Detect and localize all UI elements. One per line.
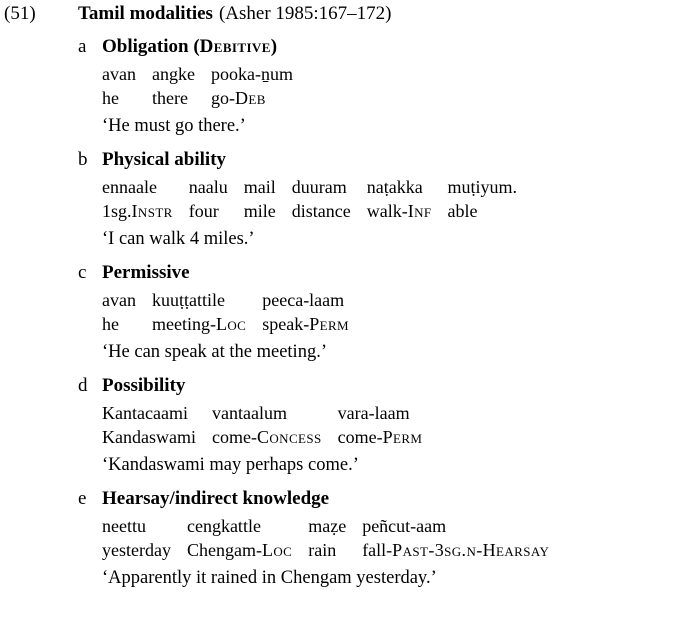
object-word: avan — [102, 64, 136, 84]
object-word: peñcut-aam — [362, 516, 447, 536]
sub-label-a-tail: ) — [270, 36, 278, 57]
example-source: (Asher 1985:167–172) — [218, 3, 392, 24]
translation-d: ‘Kandaswami may perhaps come.’ — [102, 455, 359, 475]
translation-c: ‘He can speak at the meeting.’ — [102, 342, 327, 362]
object-word: pooka-ṉum — [210, 64, 293, 84]
gloss-line-a — [102, 86, 309, 111]
object-word: muṭiyum. — [447, 177, 518, 197]
gloss-plain: distance — [291, 201, 351, 221]
sub-body-d — [102, 374, 699, 478]
gloss-plain: mile — [243, 201, 276, 221]
gloss-plain: Kandaswami — [102, 427, 196, 447]
gloss-word — [292, 199, 367, 224]
gloss-word — [102, 199, 189, 224]
sub-example-e — [0, 487, 699, 591]
gloss-word — [367, 199, 448, 224]
sub-body-c — [102, 261, 699, 365]
sub-letter-b: b — [78, 149, 88, 170]
object-word: duuram — [291, 177, 347, 197]
translation-e: ‘Apparently it rained in Chengam yesterday.’ — [102, 568, 437, 588]
gloss-plain: walk- — [366, 201, 408, 221]
translation-b: ‘I can walk 4 miles.’ — [102, 229, 255, 249]
sub-example-a — [0, 35, 699, 139]
gloss-table-c — [102, 288, 365, 337]
object-word: mail — [243, 177, 276, 197]
example-number: (51) — [4, 3, 36, 24]
gloss-line-d — [102, 425, 438, 450]
gloss-plain: rain — [308, 540, 337, 560]
gloss-smallcaps: Perm — [309, 314, 350, 334]
sub-body-e — [102, 487, 699, 591]
sub-example-c — [0, 261, 699, 365]
gloss-smallcaps: Loc — [261, 540, 293, 560]
gloss-plain: meeting- — [151, 314, 216, 334]
gloss-plain: he — [102, 314, 119, 334]
object-line-a — [102, 62, 309, 86]
gloss-word — [152, 86, 211, 111]
object-line-c — [102, 288, 365, 312]
object-word: maẓe — [308, 516, 347, 536]
translation-a: ‘He must go there.’ — [102, 116, 246, 136]
gloss-table-b — [102, 175, 533, 224]
gloss-word — [244, 199, 292, 224]
gloss-smallcaps: Loc — [215, 314, 247, 334]
object-word: vantaalum — [211, 403, 287, 423]
gloss-smallcaps: Inf — [407, 201, 432, 221]
object-word: neettu — [102, 516, 146, 536]
gloss-word — [262, 312, 365, 337]
gloss-word — [448, 199, 534, 224]
sub-letter-c: c — [78, 262, 87, 283]
object-word: cengkattle — [186, 516, 261, 536]
object-line-d — [102, 401, 438, 425]
sub-label-b — [102, 148, 699, 172]
gloss-word — [338, 425, 439, 450]
gloss-word — [152, 312, 262, 337]
gloss-line-b — [102, 199, 533, 224]
object-word: avan — [102, 290, 136, 310]
sub-label-a-text: Obligation ( — [102, 36, 200, 57]
sub-letter-d: d — [78, 375, 88, 396]
gloss-table-e — [102, 514, 565, 563]
sub-label-b-text: Physical ability — [102, 149, 227, 170]
gloss-plain: able — [447, 201, 478, 221]
gloss-smallcaps: Instr — [131, 201, 173, 221]
gloss-smallcaps: Concess — [256, 427, 322, 447]
sub-letter-a: a — [78, 36, 87, 57]
gloss-word — [308, 538, 362, 563]
gloss-table-d — [102, 401, 438, 450]
object-word: ennaale — [102, 177, 157, 197]
object-word: naṭakka — [366, 177, 423, 197]
gloss-plain: he — [102, 88, 119, 108]
sub-label-e-text: Hearsay/indirect knowledge — [102, 488, 330, 509]
gloss-plain: Chengam- — [186, 540, 262, 560]
object-line-e — [102, 514, 565, 538]
gloss-plain: 1sg. — [102, 201, 132, 221]
sub-letter-e: e — [78, 488, 87, 509]
gloss-plain: come- — [211, 427, 257, 447]
sub-label-d-text: Possibility — [102, 375, 186, 396]
gloss-word — [212, 425, 338, 450]
sub-label-c-text: Permissive — [102, 262, 190, 283]
sub-body-a — [102, 35, 699, 139]
object-word: kuuṭṭattile — [151, 290, 225, 310]
gloss-plain: four — [188, 201, 219, 221]
gloss-word — [189, 199, 244, 224]
sub-label-a-smallcaps: Debitive — [199, 36, 271, 57]
gloss-word — [187, 538, 308, 563]
gloss-word — [102, 312, 152, 337]
gloss-table-a — [102, 62, 309, 111]
example-header — [0, 0, 699, 26]
object-line-b — [102, 175, 533, 199]
sub-example-d — [0, 374, 699, 478]
example-title: Tamil modalities — [78, 3, 213, 24]
sub-example-b — [0, 148, 699, 252]
gloss-plain: come- — [337, 427, 383, 447]
sub-label-a — [102, 35, 699, 59]
object-word: peeca-laam — [262, 290, 345, 310]
gloss-plain: go- — [210, 88, 235, 108]
object-word: vara-laam — [337, 403, 410, 423]
gloss-smallcaps: Past-3sg.n-Hearsay — [392, 540, 550, 560]
gloss-word — [102, 425, 212, 450]
gloss-word — [211, 86, 309, 111]
object-word: naalu — [188, 177, 228, 197]
object-word: Kantacaami — [102, 403, 188, 423]
object-word: angke — [151, 64, 195, 84]
gloss-smallcaps: Perm — [382, 427, 423, 447]
gloss-word — [362, 538, 565, 563]
sub-body-b — [102, 148, 699, 252]
example-title-group — [78, 2, 392, 26]
gloss-line-e — [102, 538, 565, 563]
gloss-plain: there — [151, 88, 188, 108]
gloss-plain: speak- — [262, 314, 310, 334]
gloss-word — [102, 86, 152, 111]
gloss-line-c — [102, 312, 365, 337]
gloss-plain: yesterday — [102, 540, 171, 560]
sub-label-c — [102, 261, 699, 285]
sub-label-d — [102, 374, 699, 398]
sub-label-e — [102, 487, 699, 511]
gloss-smallcaps: Deb — [234, 88, 266, 108]
gloss-word — [102, 538, 187, 563]
gloss-plain: fall- — [362, 540, 393, 560]
